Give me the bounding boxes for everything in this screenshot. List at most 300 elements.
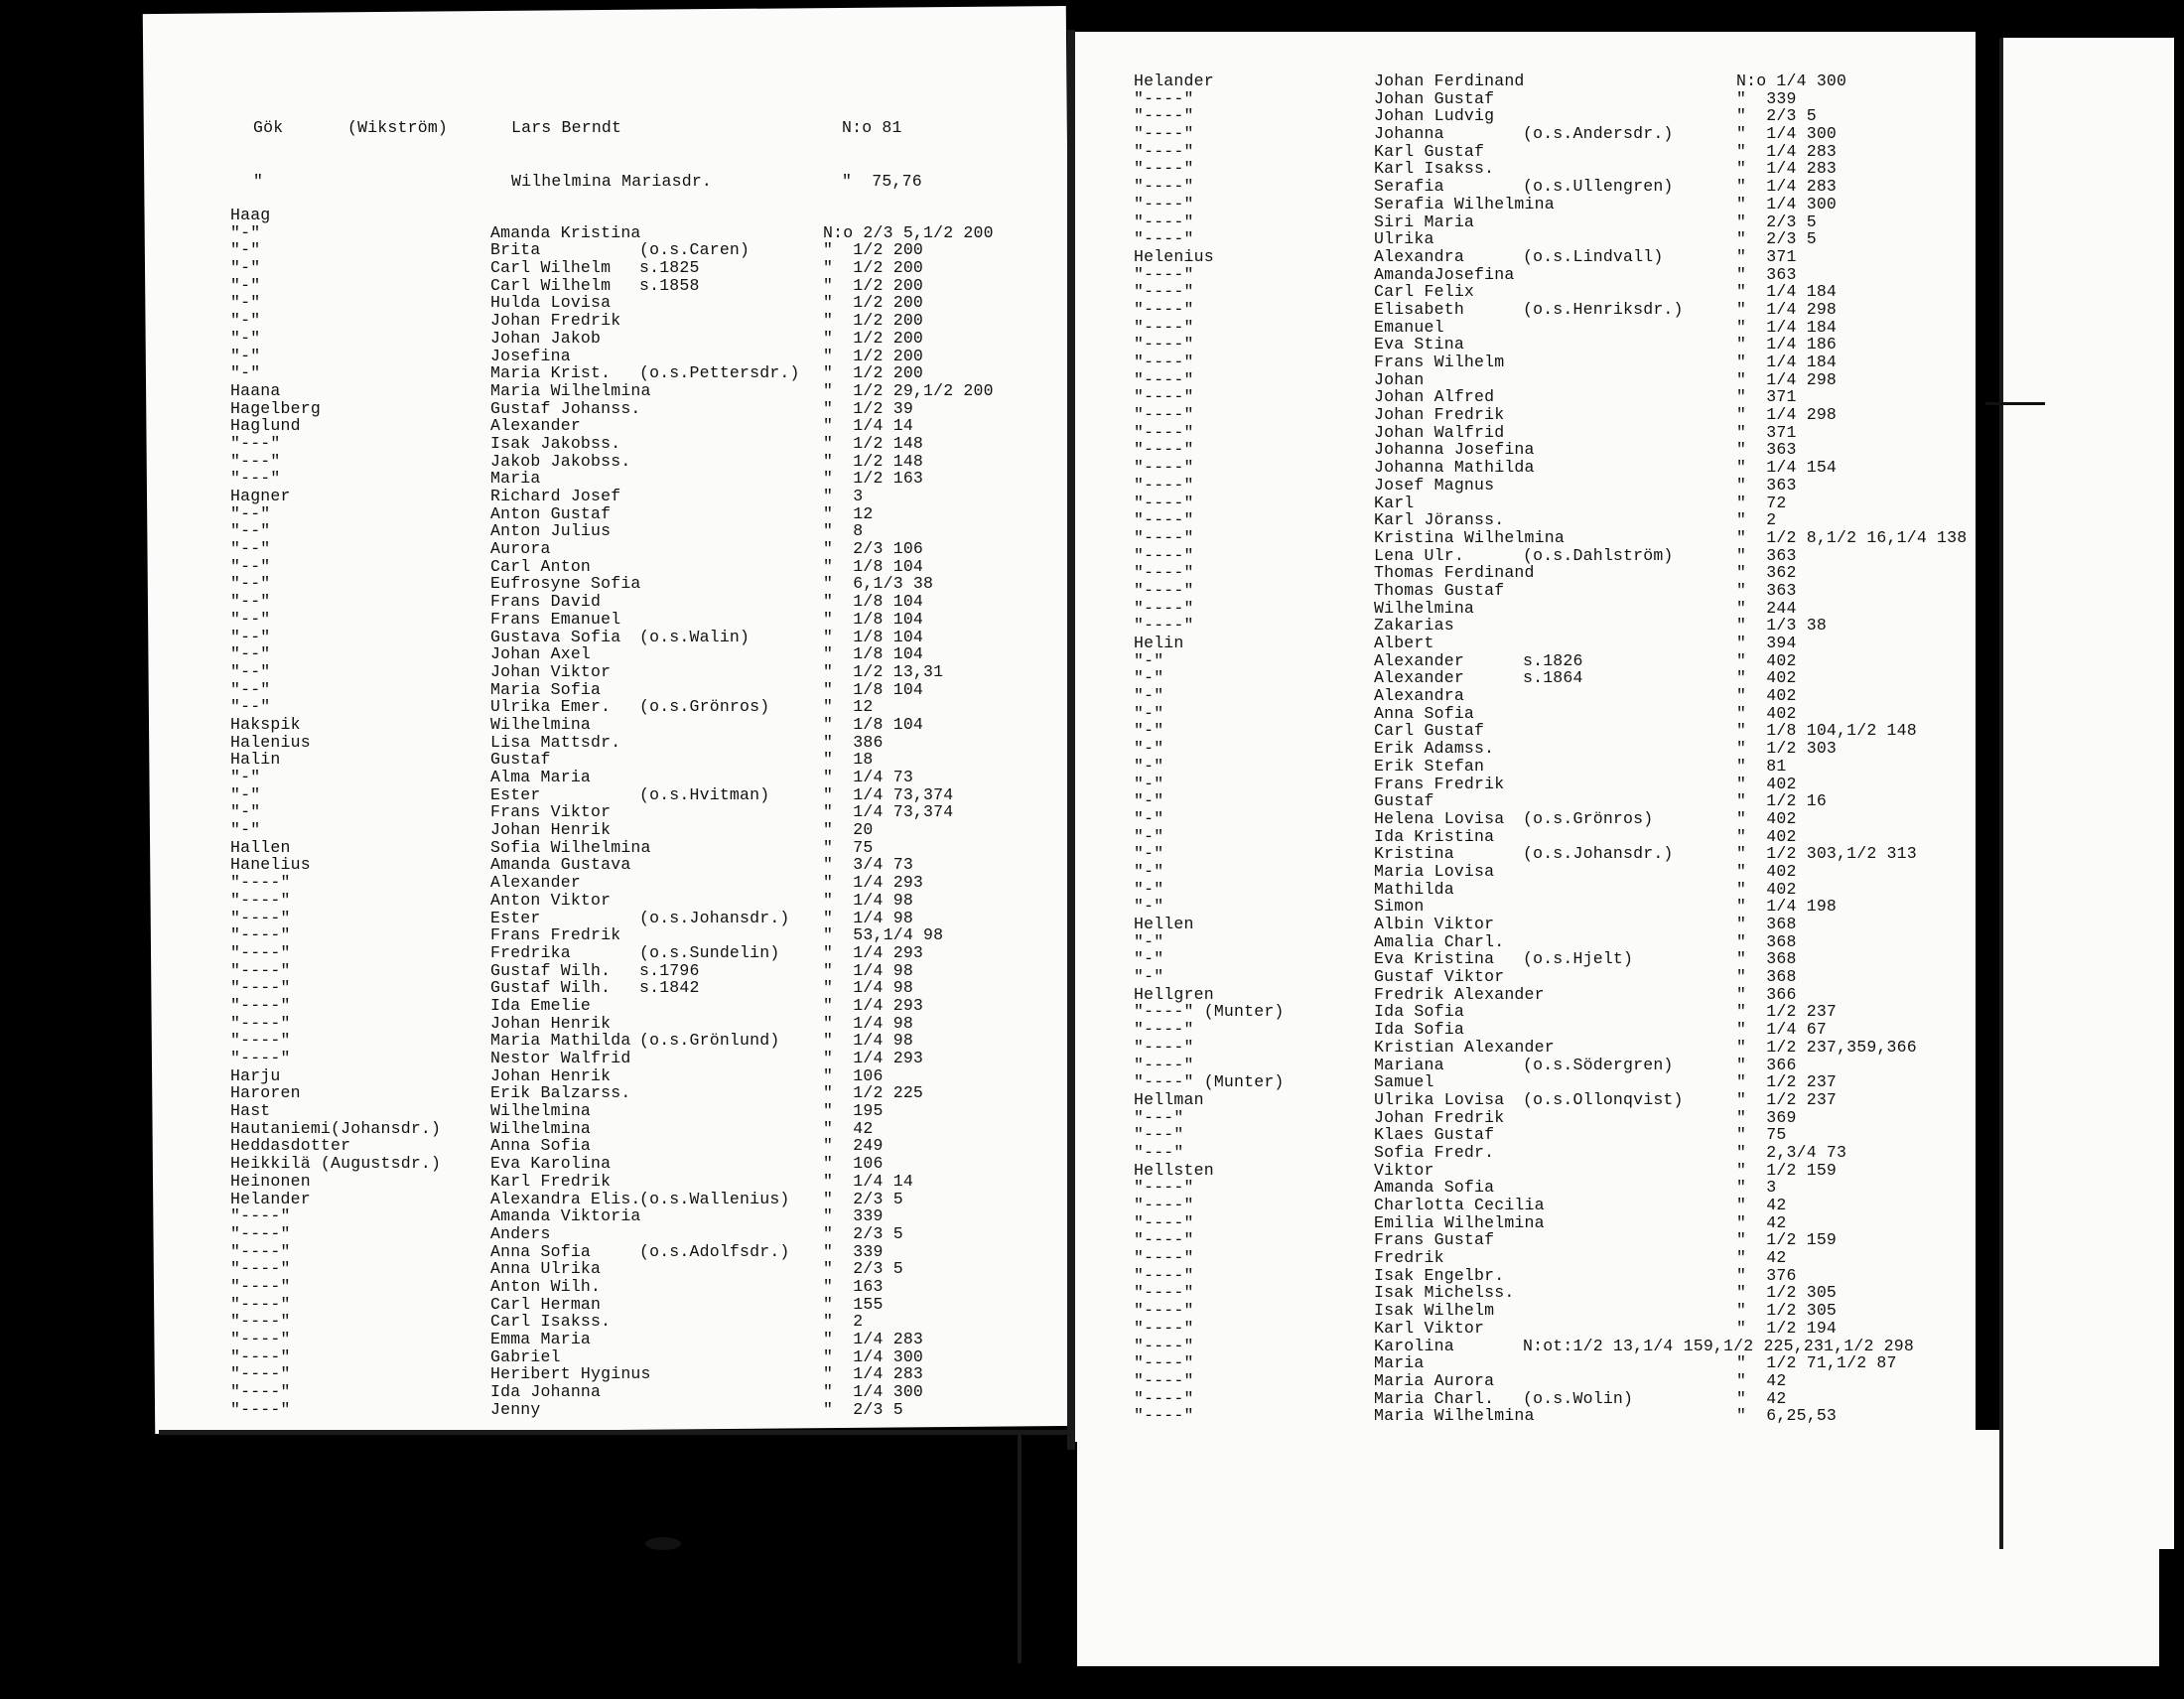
surname: "---" [230, 433, 281, 453]
register-entry [230, 522, 994, 540]
reference: " 402 [1736, 774, 1797, 793]
given-name: Wilhelmina [1374, 598, 1475, 618]
register-entry [1134, 424, 1967, 442]
given-name: Frans Viktor [490, 802, 612, 822]
register-entry [230, 1015, 994, 1033]
register-entry [1134, 1003, 1967, 1021]
left-register [230, 207, 994, 1418]
surname: "-" [1134, 808, 1164, 828]
reference: " 1/8 104 [823, 714, 924, 734]
reference: " 75 [823, 837, 874, 857]
reference: " 1/4 98 [823, 890, 913, 910]
surname: "---" [230, 451, 281, 471]
register-entry [1134, 72, 1967, 90]
register-entry [230, 294, 994, 312]
register-entry [230, 839, 994, 857]
register-entry [1134, 388, 1967, 406]
surname: "-" [230, 240, 261, 260]
register-entry [1134, 283, 1967, 301]
given-name: AmandaJosefina [1374, 264, 1515, 284]
surname: "----" [230, 1346, 291, 1366]
note: s.1826 [1523, 650, 1583, 670]
note: (o.s.Sundelin) [639, 942, 780, 962]
register-entry [1134, 143, 1967, 161]
given-name: Johan Alfred [1374, 387, 1495, 407]
note: s.1842 [639, 978, 700, 998]
surname: "-" [230, 346, 261, 365]
surname: "----" [1134, 1178, 1194, 1198]
surname: Heinonen [230, 1171, 311, 1191]
reference: " 1/4 98 [823, 1031, 913, 1051]
reference: " 1/4 293 [823, 942, 924, 962]
note: (o.s.Johansdr.) [639, 908, 790, 927]
given-name: Frans Fredrik [490, 925, 621, 945]
note: (o.s.Caren) [639, 240, 751, 260]
register-entry [230, 364, 994, 382]
given-name: Amanda Sofia [1374, 1178, 1495, 1198]
surname: Helenius [1134, 246, 1214, 266]
given-name: Alexander [490, 416, 581, 436]
given-name: Johanna [1374, 124, 1444, 144]
reference: " 368 [1736, 967, 1797, 987]
register-entry [1134, 1214, 1967, 1232]
note: (o.s.Grönros) [1523, 808, 1654, 828]
reference: " 1/2 303 [1736, 739, 1838, 759]
given-name: Josefina [490, 346, 571, 365]
reference: " 42 [1736, 1196, 1787, 1214]
reference: " 249 [823, 1136, 884, 1156]
given-name: Ulrika Emer. [490, 697, 612, 717]
reference: " 3 [823, 487, 864, 505]
reference: " 402 [1736, 668, 1797, 688]
surname: "----" [230, 1399, 291, 1419]
register-entry [1134, 758, 1967, 776]
reference: " 155 [823, 1294, 884, 1314]
given-name: Alexandra Elis. [490, 1189, 641, 1208]
reference: " 1/2 200 [823, 311, 924, 331]
register-entry [230, 645, 994, 663]
surname: "----" [230, 978, 291, 998]
register-entry [230, 1084, 994, 1102]
given-name: Emma Maria [490, 1330, 592, 1348]
register-entry [230, 1348, 994, 1366]
reference: " 363 [1736, 475, 1797, 495]
given-name: Carl Gustaf [1374, 721, 1485, 741]
surname: "-" [230, 311, 261, 331]
register-entry [1134, 495, 1967, 512]
register-entry [230, 224, 994, 242]
surname: Hellsten [1134, 1160, 1214, 1180]
reference: " 371 [1736, 246, 1797, 266]
given-name: Amanda Gustava [490, 855, 631, 875]
surname: "-" [230, 820, 261, 840]
surname: "----" [1134, 1212, 1194, 1232]
given-name: Emilia Wilhelmina [1374, 1212, 1545, 1232]
register-entry [230, 663, 994, 681]
given-name: Alexander [490, 873, 581, 893]
surname: Hallen [230, 837, 291, 857]
surname: Haroren [230, 1083, 301, 1103]
surname: "----" [1134, 141, 1194, 161]
given-name: Gustaf [490, 750, 551, 770]
reference: " 368 [1736, 931, 1797, 951]
surname: "-" [1134, 949, 1164, 969]
surname: "----" [230, 1330, 291, 1348]
note: (o.s.Grönros) [639, 697, 770, 717]
given-name: Anna Ulrika [490, 1259, 602, 1279]
surname: "----" [1134, 493, 1194, 512]
surname: "----" [230, 995, 291, 1015]
reference: " 18 [823, 750, 874, 770]
surname: "----" [230, 1031, 291, 1051]
reference: " 2 [823, 1312, 864, 1332]
reference: " 1/4 283 [823, 1364, 924, 1384]
given-name: Ida Sofia [1374, 1002, 1464, 1022]
note: (o.s.Dahlström) [1523, 545, 1674, 565]
reference: " 1/8 104 [823, 556, 924, 576]
given-name: Lars Berndt [511, 118, 622, 138]
register-entry [230, 470, 994, 488]
reference: " 394 [1736, 634, 1797, 652]
surname: "----" [1134, 299, 1194, 319]
surname: "----" [1134, 282, 1194, 302]
reference: " 2/3 5 [1736, 212, 1817, 231]
reference: " 2/3 106 [823, 539, 924, 559]
register-entry [230, 769, 994, 786]
given-name: Carl Wilhelm [490, 275, 612, 295]
reference: " 1/4 283 [823, 1330, 924, 1348]
given-name: Ulrika [1374, 229, 1434, 249]
reference: " 1/4 184 [1736, 317, 1838, 337]
given-name: Albert [1374, 634, 1434, 652]
given-name: Eva Kristina [1374, 949, 1495, 969]
given-name: Isak Michelss. [1374, 1283, 1515, 1303]
given-name: Klaes Gustaf [1374, 1125, 1495, 1145]
given-name: Thomas Ferdinand [1374, 563, 1535, 583]
surname: "----" [1134, 387, 1194, 407]
register-entry [1134, 441, 1967, 459]
register-entry [230, 1155, 994, 1173]
register-entry [230, 1207, 994, 1225]
register-entry [1134, 178, 1967, 196]
surname: "----" [230, 1241, 291, 1261]
surname: "----" [1134, 580, 1194, 600]
given-name: Johan Ferdinand [1374, 71, 1525, 90]
register-entry [1134, 1284, 1967, 1302]
reference: " 42 [1736, 1248, 1787, 1268]
surname: "----" [1134, 1248, 1194, 1268]
register-entry [1134, 652, 1967, 670]
reference: " 1/4 14 [823, 416, 913, 436]
left-header [253, 84, 922, 208]
reference: " 1/4 298 [1736, 405, 1838, 425]
surname: Halin [230, 750, 281, 770]
given-name: Samuel [1374, 1072, 1434, 1092]
surname: "-" [1134, 897, 1164, 917]
register-entry [1134, 529, 1967, 547]
register-entry [230, 997, 994, 1015]
surname: Heddasdotter [230, 1136, 351, 1156]
surname: "-" [1134, 721, 1164, 741]
given-name: Lena Ulr. [1374, 545, 1464, 565]
given-name: Zakarias [1374, 616, 1454, 636]
given-name: Aurora [490, 539, 551, 559]
reference: " 363 [1736, 440, 1797, 460]
given-name: Erik Adamss. [1374, 739, 1495, 759]
given-name: Helena Lovisa [1374, 808, 1505, 828]
reference: " 402 [1736, 686, 1797, 706]
surname: "---" [1134, 1107, 1184, 1127]
surname: "-" [230, 258, 261, 278]
surname: "----" [230, 890, 291, 910]
given-name: Johan Fredrik [1374, 405, 1505, 425]
reference: " 75,76 [842, 171, 922, 191]
given-name: Anna Sofia [1374, 703, 1475, 723]
note: (o.s.Ullengren) [1523, 177, 1674, 197]
note: (o.s.Walin) [639, 627, 751, 646]
register-entry [1134, 1302, 1967, 1320]
given-name: Kristina Wilhelmina [1374, 527, 1565, 547]
surname: "----" [1134, 545, 1194, 565]
given-name: Johanna Josefina [1374, 440, 1535, 460]
register-entry [1134, 687, 1967, 705]
surname: Heikkilä (Augustsdr.) [230, 1154, 442, 1174]
reference: " 3 [1736, 1178, 1777, 1198]
reference: " 1/8 104 [823, 627, 924, 646]
surname: "----" [1134, 369, 1194, 389]
reference: " 1/2 225 [823, 1083, 924, 1103]
given-name: Ester [490, 908, 541, 927]
given-name: Mariana [1374, 1055, 1444, 1074]
given-name: Wilhelmina [490, 714, 592, 734]
reference: " 366 [1736, 1055, 1797, 1074]
surname: "--" [230, 521, 271, 541]
given-name: Jakob Jakobss. [490, 451, 631, 471]
reference: " 1/4 73,374 [823, 802, 954, 822]
register-entry [230, 1296, 994, 1314]
note: (o.s.Hjelt) [1523, 949, 1634, 969]
reference: " 402 [1736, 861, 1797, 881]
register-entry [230, 1137, 994, 1155]
surname: "----" [230, 1223, 291, 1243]
surname: "---" [230, 469, 281, 489]
note: (o.s.Henriksdr.) [1523, 299, 1684, 319]
surname: "---" [1134, 1142, 1184, 1162]
given-name: Eva Karolina [490, 1154, 612, 1174]
reference: " 1/4 198 [1736, 897, 1838, 917]
given-name: Ulrika Lovisa [1374, 1089, 1505, 1109]
given-name: Johan Ludvig [1374, 106, 1495, 126]
register-entry [1134, 1354, 1967, 1372]
register-entry [1134, 1021, 1967, 1039]
surname: "----" [1134, 510, 1194, 530]
surname: "----" [1134, 440, 1194, 460]
surname: "--" [230, 503, 271, 523]
surname: Hagelberg [230, 398, 321, 418]
register-entry [230, 207, 994, 224]
register-entry [230, 277, 994, 295]
register-entry [1134, 90, 1967, 108]
given-name: Mathilda [1374, 879, 1454, 899]
register-entry [230, 979, 994, 997]
given-name: Johan Axel [490, 644, 592, 664]
register-entry [1134, 1162, 1967, 1180]
reference: " 1/2 159 [1736, 1160, 1838, 1180]
register-entry [230, 926, 994, 944]
reference: " 1/2 237,359,366 [1736, 1037, 1917, 1057]
note: s.1825 [639, 258, 700, 278]
register-entry [230, 629, 994, 646]
reference: " 1/4 293 [823, 995, 924, 1015]
register-entry [1134, 950, 1967, 968]
surname: Haglund [230, 416, 301, 436]
given-name: Viktor [1374, 1160, 1434, 1180]
reference: " 1/2 200 [823, 240, 924, 260]
register-entry [230, 751, 994, 769]
given-name: Gabriel [490, 1346, 561, 1366]
given-name: Siri Maria [1374, 212, 1475, 231]
reference: " 1/2 305 [1736, 1301, 1838, 1321]
reference: " 1/2 305 [1736, 1283, 1838, 1303]
surname: "----" [230, 1364, 291, 1384]
reference: " 363 [1736, 264, 1797, 284]
given-name: Anna Sofia [490, 1136, 592, 1156]
given-name: Carl Felix [1374, 282, 1475, 302]
reference: " 1/2 303,1/2 313 [1736, 844, 1917, 864]
reference: " 1/2 29,1/2 200 [823, 380, 994, 400]
register-entry [230, 1313, 994, 1331]
surname: "-" [1134, 791, 1164, 811]
given-name: Isak Engelbr. [1374, 1265, 1505, 1285]
given-name: Wilhelmina Mariasdr. [511, 171, 713, 191]
given-name: Alexander [1374, 650, 1464, 670]
surname: "----" [1134, 1230, 1194, 1250]
register-entry [1134, 1249, 1967, 1267]
surname: "--" [230, 556, 271, 576]
register-entry [230, 488, 994, 505]
note: (o.s.Andersdr.) [1523, 124, 1674, 144]
register-entry [1134, 1320, 1967, 1338]
reference: " 1/2 148 [823, 451, 924, 471]
reference: " 8 [823, 521, 864, 541]
reference: " 1/4 98 [823, 978, 913, 998]
surname: "----" [1134, 1353, 1194, 1373]
register-entry [230, 1120, 994, 1138]
surname: "----" [1134, 124, 1194, 144]
given-name: Gustaf [1374, 791, 1434, 811]
surname: Helander [1134, 71, 1214, 90]
strip-dash [1985, 402, 2045, 405]
given-name: Josef Magnus [1374, 475, 1495, 495]
register-entry [1134, 582, 1967, 600]
reference: " 1/4 300 [1736, 194, 1838, 213]
surname: "----" [1134, 527, 1194, 547]
given-name: Maria [1374, 1353, 1425, 1373]
register-entry [1134, 1231, 1967, 1249]
reference: " 1/2 163 [823, 469, 924, 489]
reference: " 1/8 104 [823, 679, 924, 699]
register-entry [230, 856, 994, 874]
reference: " 72 [1736, 493, 1787, 512]
reference: " 1/2 237 [1736, 1072, 1838, 1092]
given-name: Maria Wilhelmina [1374, 1406, 1535, 1426]
surname: "-" [230, 275, 261, 295]
surname: "----" [1134, 1283, 1194, 1303]
given-name: Carl Isakss. [490, 1312, 612, 1332]
surname: "----" [1134, 1336, 1194, 1355]
reference: " 1/4 300 [1736, 124, 1838, 144]
note: (o.s.Grönlund) [639, 1031, 780, 1051]
surname: "----" [1134, 616, 1194, 636]
reference: " 1/2 16 [1736, 791, 1827, 811]
surname: Haana [230, 380, 281, 400]
reference: " 363 [1736, 580, 1797, 600]
surname: "----" [230, 1013, 291, 1033]
reference: " 20 [823, 820, 874, 840]
reference: " 1/2 200 [823, 275, 924, 295]
given-name: Anders [490, 1223, 551, 1243]
surname: "----" [1134, 1196, 1194, 1214]
given-name: Johan [1374, 369, 1425, 389]
reference: " 42 [1736, 1388, 1787, 1408]
register-entry [230, 1191, 994, 1208]
register-entry [230, 821, 994, 839]
register-entry [1134, 1267, 1967, 1285]
reference: " 339 [823, 1241, 884, 1261]
surname: "----" [1134, 598, 1194, 618]
reference: " 1/2 13,31 [823, 661, 944, 681]
note: N:ot:1/2 13,1/4 159,1/2 225,231,1/2 298 [1523, 1336, 1914, 1355]
surname: "----" [1134, 1388, 1194, 1408]
reference: " 1/4 298 [1736, 299, 1838, 319]
surname: "----" [230, 1312, 291, 1332]
given-name: Anton Viktor [490, 890, 612, 910]
given-name: Simon [1374, 897, 1425, 917]
surname: "--" [230, 661, 271, 681]
given-name: Maria Mathilda [490, 1031, 631, 1051]
reference: " 363 [1736, 545, 1797, 565]
register-entry [230, 786, 994, 804]
surname: "----" [1134, 106, 1194, 126]
surname: "----" [230, 942, 291, 962]
register-entry [230, 1173, 994, 1191]
surname: " [253, 171, 264, 191]
register-entry [1134, 1372, 1967, 1390]
surname: Hellen [1134, 915, 1194, 933]
note: s.1858 [639, 275, 700, 295]
given-name: Amanda Viktoria [490, 1206, 641, 1226]
surname: "----" [230, 1276, 291, 1296]
register-entry [230, 1365, 994, 1383]
surname: "----" [1134, 194, 1194, 213]
reference: " 1/2 8,1/2 16,1/4 138 [1736, 527, 1968, 547]
surname: Hanelius [230, 855, 311, 875]
register-entry [230, 1225, 994, 1243]
reference: " 371 [1736, 422, 1797, 442]
surname: "----" [1134, 353, 1194, 371]
reference: " 1/2 39 [823, 398, 913, 418]
given-name: Johan Viktor [490, 661, 612, 681]
register-entry [230, 1331, 994, 1348]
reference: " 402 [1736, 879, 1797, 899]
register-entry [1134, 776, 1967, 793]
surname: "-" [230, 222, 261, 242]
reference: " 1/4 73 [823, 768, 913, 786]
surname: "--" [230, 697, 271, 717]
surname: "---" [1134, 1125, 1184, 1145]
given-name: Sofia Wilhelmina [490, 837, 651, 857]
register-entry [230, 962, 994, 980]
